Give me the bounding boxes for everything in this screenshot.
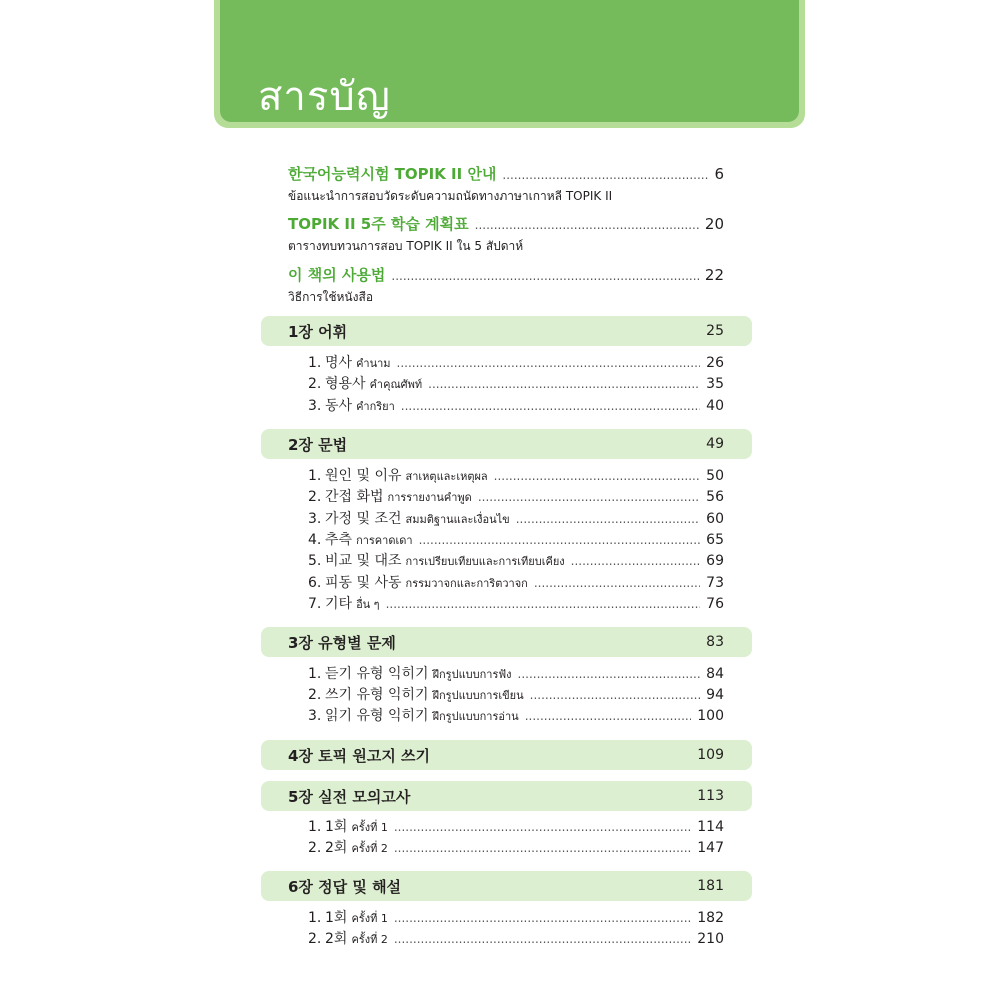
dot-leader [394,911,691,925]
page-number: 73 [706,575,724,591]
page-number: 22 [704,266,724,284]
dot-leader [534,576,700,590]
dot-leader [516,512,700,526]
page-number: 6 [714,165,724,183]
intro-entry [288,163,724,206]
dot-leader [394,841,691,855]
item-thai: การเปรียบเทียบและการเทียบเคียง [405,555,565,568]
intro-subtitle: วิธีการใช้หนังสือ [288,290,374,304]
dot-leader [502,168,708,182]
dot-leader [475,218,699,232]
item-thai: ครั้งที่ 1 [351,821,388,834]
item-korean: 1회 [325,910,348,926]
page-number: 69 [706,553,724,569]
toc-item [308,352,724,372]
page-number: 35 [706,376,724,392]
item-number: 2. [308,489,322,505]
item-thai: ครั้งที่ 2 [351,933,388,946]
dot-leader [391,269,699,283]
toc-item [308,593,724,613]
page-number: 84 [706,666,724,682]
toc-item [308,816,724,836]
chapter-header [261,781,752,811]
toc-item [308,572,724,592]
toc-item [308,529,724,549]
item-thai: ครั้งที่ 2 [351,842,388,855]
chapter-header [261,316,752,346]
toc-item [308,663,724,683]
page-number: 20 [704,215,724,233]
page-number: 114 [697,819,724,835]
toc-item [308,684,724,704]
item-korean: 간접 화법 [325,489,384,505]
chapter-header [261,871,752,901]
item-number: 6. [308,575,322,591]
page-number: 26 [706,355,724,371]
intro-title: TOPIK II 5주 학습 계획표 [288,215,469,233]
dot-leader [494,469,701,483]
item-thai: กรรมวาจกและการิตวาจก [405,577,528,590]
page-number: 94 [706,687,724,703]
dot-leader [518,667,701,681]
chapter-header [261,740,752,770]
dot-leader [419,533,701,547]
item-korean: 비교 및 대조 [325,553,402,569]
item-number: 2. [308,376,322,392]
item-number: 3. [308,708,322,724]
item-thai: การรายงานคำพูด [387,491,472,504]
dot-leader [530,688,701,702]
item-thai: ฝึกรูปแบบการฟัง [432,668,512,681]
item-thai: สมมติฐานและเงื่อนไข [405,513,510,526]
item-thai: สาเหตุและเหตุผล [405,470,488,483]
item-korean: 2회 [325,931,348,947]
page-number: 181 [697,878,724,894]
page-number: 56 [706,489,724,505]
page-number: 40 [706,398,724,414]
toc-item [308,837,724,857]
item-korean: 읽기 유형 익히기 [325,708,429,724]
page-number: 25 [706,323,724,339]
chapter-title: 1장 어휘 [288,322,348,341]
item-korean: 2회 [325,840,348,856]
dot-leader [394,932,691,946]
page-number: 65 [706,532,724,548]
intro-title: 이 책의 사용법 [288,266,386,284]
item-number: 4. [308,532,322,548]
dot-leader [525,709,692,723]
page-number: 182 [697,910,724,926]
chapter-title: 3장 유형별 문제 [288,633,396,652]
item-number: 1. [308,468,322,484]
intro-subtitle: ตารางทบทวนการสอบ TOPIK II ใน 5 สัปดาห์ [288,239,524,253]
page-number: 50 [706,468,724,484]
item-number: 1. [308,355,322,371]
page-number: 49 [706,436,724,452]
page-number: 76 [706,596,724,612]
page-number: 60 [706,511,724,527]
chapter-title: 2장 문법 [288,435,348,454]
chapter-title: 5장 실전 모의고사 [288,787,411,806]
page-title: สารบัญ [258,74,391,120]
toc-item [308,907,724,927]
chapter-title: 4장 토픽 원고지 쓰기 [288,746,431,765]
item-number: 1. [308,910,322,926]
item-korean: 1회 [325,819,348,835]
item-thai: คำคุณศัพท์ [369,378,423,391]
page-number: 210 [697,931,724,947]
chapter-title: 6장 정답 및 해설 [288,877,402,896]
item-number: 5. [308,553,322,569]
page-number: 83 [706,634,724,650]
item-number: 2. [308,840,322,856]
item-korean: 형용사 [325,376,366,392]
item-number: 3. [308,398,322,414]
item-korean: 기타 [325,596,353,612]
item-korean: 쓰기 유형 익히기 [325,687,429,703]
item-number: 7. [308,596,322,612]
item-thai: ฝึกรูปแบบการอ่าน [432,710,519,723]
dot-leader [571,554,701,568]
toc-item [308,508,724,528]
dot-leader [394,820,691,834]
toc-item [308,465,724,485]
page-number: 100 [697,708,724,724]
intro-entry [288,264,724,307]
toc-item [308,486,724,506]
toc-item [308,705,724,725]
toc-item [308,373,724,393]
item-korean: 추측 [325,532,353,548]
chapter-header [261,627,752,657]
dot-leader [428,377,700,391]
item-thai: ฝึกรูปแบบการเขียน [432,689,524,702]
page-number: 113 [697,788,724,804]
intro-subtitle: ข้อแนะนำการสอบวัดระดับความถนัดทางภาษาเกาหลี TOPIK II [288,189,613,203]
item-thai: การคาดเดา [356,534,413,547]
item-thai: คำกริยา [356,400,395,413]
item-number: 3. [308,511,322,527]
page-number: 109 [697,747,724,763]
item-korean: 원인 및 이유 [325,468,402,484]
item-korean: 동사 [325,398,353,414]
toc-item [308,550,724,570]
toc-item [308,928,724,948]
item-korean: 가정 및 조건 [325,511,402,527]
item-number: 1. [308,819,322,835]
dot-leader [386,597,701,611]
toc-item [308,395,724,415]
item-thai: ครั้งที่ 1 [351,912,388,925]
item-number: 1. [308,666,322,682]
dot-leader [401,399,700,413]
dot-leader [478,490,700,504]
item-number: 2. [308,931,322,947]
intro-entry [288,213,724,256]
item-number: 2. [308,687,322,703]
item-korean: 명사 [325,355,353,371]
item-korean: 듣기 유형 익히기 [325,666,429,682]
item-thai: อื่น ๆ [356,598,380,611]
item-korean: 피동 및 사동 [325,575,402,591]
dot-leader [397,356,701,370]
intro-title: 한국어능력시험 TOPIK II 안내 [288,165,497,183]
page-number: 147 [697,840,724,856]
chapter-header [261,429,752,459]
item-thai: คำนาม [356,357,391,370]
